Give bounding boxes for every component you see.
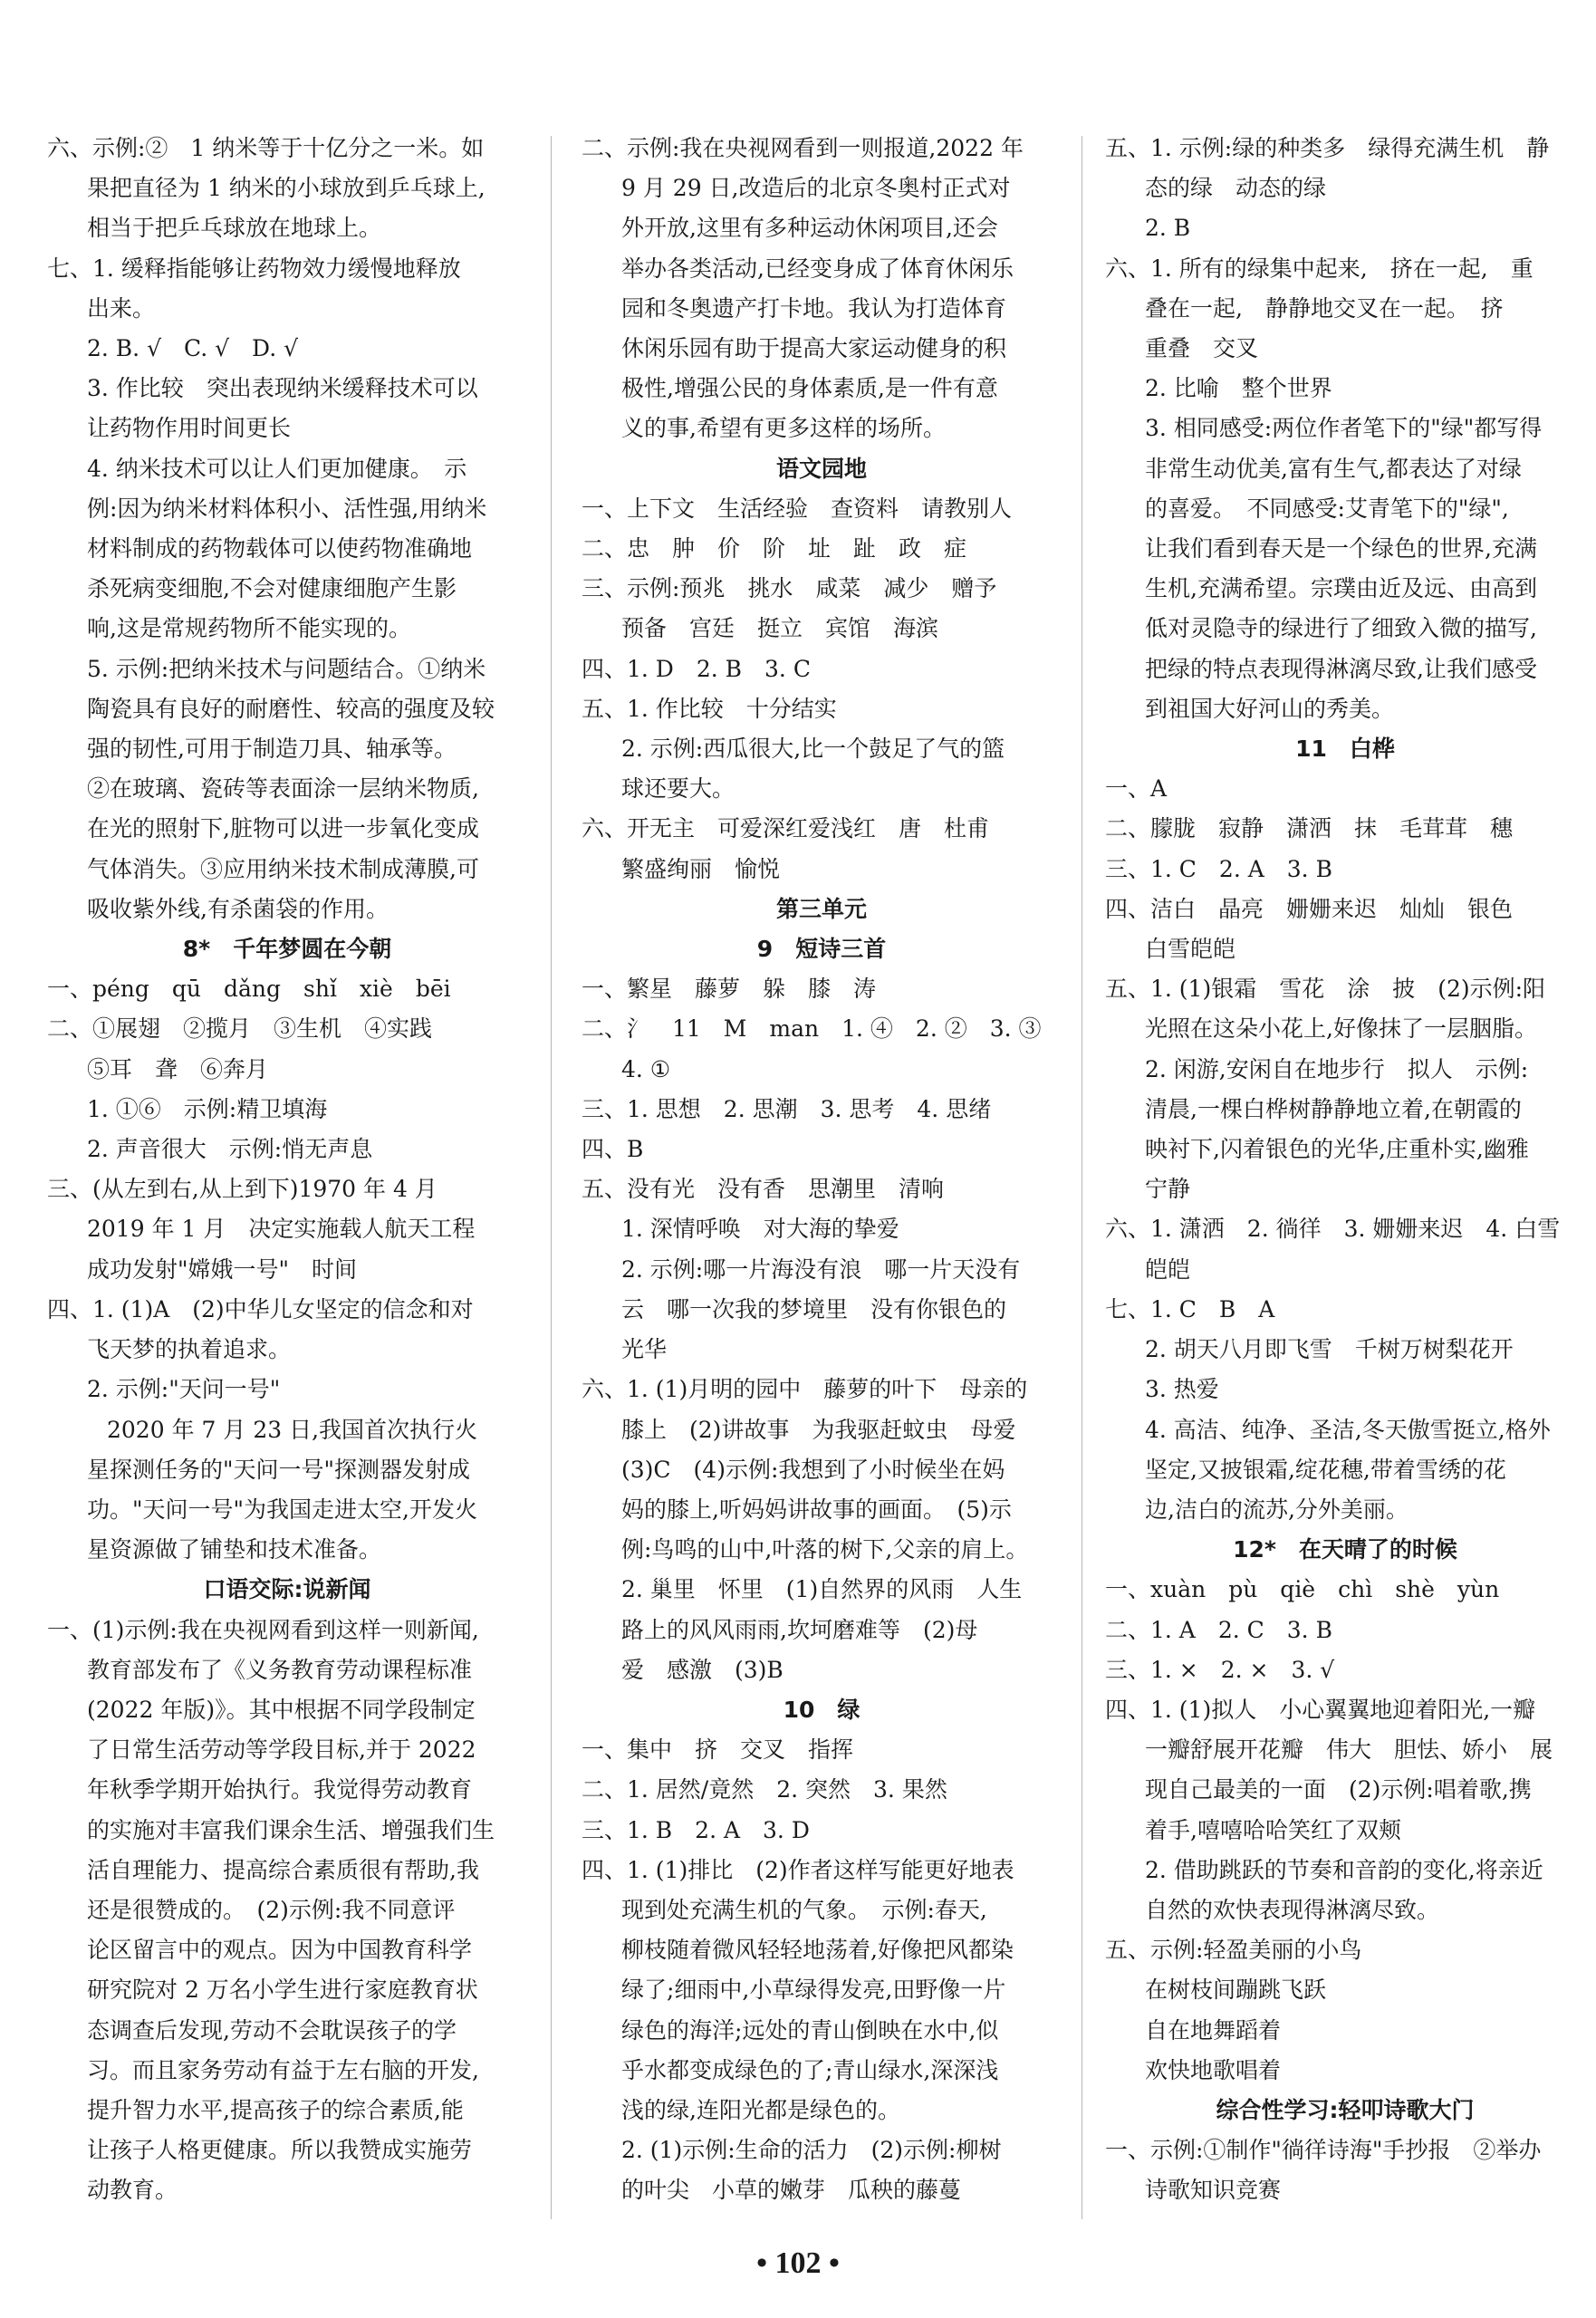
answer-line: 欢快地歌唱着 — [1145, 2056, 1282, 2083]
answer-line: 五、1. 示例:绿的种类多 绿得充满生机 静 — [1105, 135, 1550, 161]
answer-line: 五、1. 作比较 十分结实 — [582, 695, 837, 722]
answer-line: 自在地舞蹈着 — [1145, 2016, 1282, 2044]
answer-line: 2. 示例:"天问一号" — [87, 1376, 281, 1403]
section-heading: 9 短诗三首 — [756, 936, 887, 963]
answer-line: 的实施对丰富我们课余生活、增强我们生 — [87, 1816, 495, 1843]
answer-line: 白雪皑皑 — [1145, 936, 1236, 963]
answer-line: 3. 相同感受:两位作者笔下的"绿"都写得 — [1145, 415, 1543, 442]
answer-line: 六、示例:② 1 纳米等于十亿分之一米。如 — [47, 135, 485, 161]
answer-line: 外开放,这里有多种运动休闲项目,还会 — [621, 215, 998, 242]
answer-line: 材料制成的药物载体可以使药物准确地 — [87, 535, 473, 563]
answer-line: 休闲乐园有助于提高大家运动健身的积 — [621, 335, 1007, 362]
answer-line: 极性,增强公民的身体素质,是一件有意 — [621, 375, 998, 402]
answer-line: 态调查后发现,劳动不会耽误孩子的学 — [87, 2016, 457, 2044]
answer-line: 出来。 — [87, 294, 156, 322]
answer-line: 着手,嘻嘻哈哈笑红了双颊 — [1145, 1816, 1401, 1843]
answer-line: 一、xuàn pù qiè chì shè yùn — [1105, 1576, 1500, 1603]
answer-line: 1. 深情呼唤 对大海的挚爱 — [621, 1216, 899, 1243]
answer-line: 年秋季学期开始执行。我觉得劳动教育 — [87, 1776, 473, 1803]
answer-line: 爱 感激 (3)B — [621, 1656, 784, 1683]
answer-line: 响,这是常规药物所不能实现的。 — [87, 615, 411, 642]
answer-line: 星资源做了铺垫和技术准备。 — [87, 1536, 382, 1563]
answer-line: 二、1. A 2. C 3. B — [1105, 1616, 1332, 1643]
answer-line: 在树枝间蹦跳飞跃 — [1145, 1977, 1327, 2004]
answer-line: 光照在这朵小花上,好像抹了一层胭脂。 — [1145, 1015, 1537, 1043]
answer-line: (3)C (4)示例:我想到了小时候坐在妈 — [621, 1456, 1005, 1483]
answer-line: 路上的风风雨雨,坎坷磨难等 (2)母 — [621, 1616, 978, 1643]
answer-line: 2. 示例:哪一片海没有浪 哪一片天没有 — [621, 1255, 1021, 1283]
answer-line: 七、1. 缓释指能够让药物效力缓慢地释放 — [47, 255, 461, 282]
answer-line: 飞天梦的执着追求。 — [87, 1336, 292, 1363]
answer-line: 三、1. 思想 2. 思潮 3. 思考 4. 思绪 — [582, 1095, 992, 1122]
answer-line: 星探测任务的"天问一号"探测器发射成 — [87, 1456, 470, 1483]
answer-line: 六、1. 潇洒 2. 徜徉 3. 姗姗来迟 4. 白雪 — [1105, 1216, 1561, 1243]
page-number: • 102 • — [756, 2246, 840, 2280]
answer-line: 园和冬奥遗产打卡地。我认为打造体育 — [621, 294, 1007, 322]
answer-line: 一、péng qū dǎng shǐ xiè bēi — [47, 976, 451, 1003]
answer-line: 二、朦胧 寂静 潇洒 抹 毛茸茸 穗 — [1105, 815, 1514, 842]
answer-line: 5. 示例:把纳米技术与问题结合。①纳米 — [87, 655, 486, 682]
answer-line: 四、B — [582, 1136, 644, 1163]
section-heading: 语文园地 — [775, 455, 867, 482]
answer-line: 重叠 交叉 — [1145, 335, 1259, 362]
answer-line: 的叶尖 小草的嫩芽 瓜秧的藤蔓 — [621, 2177, 962, 2204]
answer-line: 绿色的海洋;远处的青山倒映在水中,似 — [621, 2016, 999, 2044]
answer-line: 三、1. C 2. A 3. B — [1105, 855, 1332, 882]
answer-line: 例:鸟鸣的山中,叶落的树下,父亲的肩上。 — [621, 1536, 1029, 1563]
answer-line: 光华 — [621, 1336, 668, 1363]
answer-line: 2019 年 1 月 决定实施载人航天工程 — [87, 1216, 476, 1243]
answer-line: 三、1. B 2. A 3. D — [582, 1816, 810, 1843]
answer-line: 叠在一起, 静静地交叉在一起。 挤 — [1145, 294, 1504, 322]
answer-line: 诗歌知识竞赛 — [1145, 2177, 1282, 2204]
answer-line: 宁静 — [1145, 1176, 1191, 1203]
answer-column-1 — [47, 129, 527, 2211]
answer-line: 义的事,希望有更多这样的场所。 — [621, 415, 946, 442]
answer-line: 果把直径为 1 纳米的小球放到乒乓球上, — [87, 175, 486, 202]
answer-line: 3. 热爱 — [1145, 1376, 1219, 1403]
answer-line: 五、示例:轻盈美丽的小鸟 — [1105, 1937, 1362, 1964]
answer-line: 2. 借助跳跃的节奏和音韵的变化,将亲近 — [1145, 1856, 1543, 1883]
answer-line: 提升智力水平,提高孩子的综合素质,能 — [87, 2096, 464, 2123]
answer-line: 教育部发布了《义务教育劳动课程标准 — [87, 1656, 473, 1683]
answer-line: 研究院对 2 万名小学生进行家庭教育状 — [87, 1977, 478, 2004]
answer-line: 二、1. 居然/竟然 2. 突然 3. 果然 — [582, 1776, 947, 1803]
section-heading: 口语交际:说新闻 — [203, 1576, 371, 1603]
section-heading: 11 白桦 — [1295, 736, 1395, 763]
answer-line: 杀死病变细胞,不会对健康细胞产生影 — [87, 575, 457, 602]
section-heading: 10 绿 — [783, 1696, 860, 1723]
answer-line: 妈的膝上,听妈妈讲故事的画面。 (5)示 — [621, 1496, 1012, 1523]
answer-line: (2022 年版)》。其中根据不同学段制定 — [87, 1696, 476, 1723]
answer-line: 功。"天问一号"为我国走进太空,开发火 — [87, 1496, 477, 1523]
answer-line: 的喜爱。 不同感受:艾青笔下的"绿", — [1145, 495, 1509, 522]
answer-line: 2. 闲游,安闲自在地步行 拟人 示例: — [1145, 1055, 1529, 1082]
answer-line: 皑皑 — [1145, 1255, 1191, 1283]
answer-line: 2. 声音很大 示例:悄无声息 — [87, 1136, 373, 1163]
answer-line: 习。而且家务劳动有益于左右脑的开发, — [87, 2056, 479, 2083]
answer-line: 绿了;细雨中,小草绿得发亮,田野像一片 — [621, 1977, 1006, 2004]
answer-line: 非常生动优美,富有生气,都表达了对绿 — [1145, 455, 1522, 482]
answer-line: 一、繁星 藤萝 躲 膝 涛 — [582, 976, 877, 1003]
answer-line: 一、集中 挤 交叉 指挥 — [582, 1736, 854, 1764]
answer-line: 球还要大。 — [621, 775, 736, 803]
answer-line: 2. 巢里 怀里 (1)自然界的风雨 人生 — [621, 1576, 1023, 1603]
answer-line: 4. 纳米技术可以让人们更加健康。 示 — [87, 455, 467, 482]
answer-line: 繁盛绚丽 愉悦 — [621, 855, 781, 882]
answer-line: 强的韧性,可用于制造刀具、轴承等。 — [87, 736, 457, 763]
answer-line: 成功发射"嫦娥一号" 时间 — [87, 1255, 357, 1283]
answer-line: 二、示例:我在央视网看到一则报道,2022 年 — [582, 135, 1024, 161]
answer-line: 三、(从左到右,从上到下)1970 年 4 月 — [47, 1176, 437, 1203]
answer-line: 2. (1)示例:生命的活力 (2)示例:柳树 — [621, 2137, 1002, 2164]
answer-line: 一、示例:①制作"徜徉诗海"手抄报 ②举办 — [1105, 2137, 1542, 2164]
answer-line: ②在玻璃、瓷砖等表面涂一层纳米物质, — [87, 775, 479, 803]
answer-line: 一、上下文 生活经验 查资料 请教别人 — [582, 495, 1013, 522]
answer-line: 4. 高洁、纯净、圣洁,冬天傲雪挺立,格外 — [1145, 1416, 1551, 1443]
answer-line: 六、开无主 可爱深红爱浅红 唐 杜甫 — [582, 815, 990, 842]
answer-line: 活自理能力、提高综合素质很有帮助,我 — [87, 1856, 479, 1883]
answer-line: 吸收紫外线,有杀菌袋的作用。 — [87, 895, 389, 922]
answer-column-3 — [1105, 129, 1585, 2211]
answer-line: 3. 作比较 突出表现纳米缓释技术可以 — [87, 375, 478, 402]
answer-line: 陶瓷具有良好的耐磨性、较高的强度及较 — [87, 695, 495, 722]
answer-line: 还是很赞成的。 (2)示例:我不同意评 — [87, 1896, 456, 1923]
answer-line: 一瓣舒展开花瓣 伟大 胆怯、娇小 展 — [1145, 1736, 1553, 1764]
answer-line: 预备 宫廷 挺立 宾馆 海滨 — [621, 615, 939, 642]
answer-line: 2. B — [1145, 215, 1191, 242]
answer-line: 二、氵 11 M man 1. ④ 2. ② 3. ③ — [582, 1015, 1042, 1043]
answer-line: 在光的照射下,脏物可以进一步氧化变成 — [87, 815, 479, 842]
answer-line: 动教育。 — [87, 2177, 178, 2204]
answer-line: 五、没有光 没有香 思潮里 清响 — [582, 1176, 945, 1203]
answer-line: ⑤耳 聋 ⑥奔月 — [87, 1055, 269, 1082]
answer-column-2 — [582, 129, 1062, 2211]
answer-line: 六、1. (1)月明的园中 藤萝的叶下 母亲的 — [582, 1376, 1028, 1403]
answer-line: 二、①展翅 ②揽月 ③生机 ④实践 — [47, 1015, 433, 1043]
answer-line: 2. B. √ C. √ D. √ — [87, 335, 299, 362]
answer-line: 2. 胡天八月即飞雪 千树万树梨花开 — [1145, 1336, 1514, 1363]
answer-line: 浅的绿,连阳光都是绿色的。 — [621, 2096, 900, 2123]
answer-line: 低对灵隐寺的绿进行了细致入微的描写, — [1145, 615, 1537, 642]
answer-line: 生机,充满希望。宗璞由近及远、由高到 — [1145, 575, 1537, 602]
column-divider — [551, 136, 552, 2219]
answer-line: 2020 年 7 月 23 日,我国首次执行火 — [107, 1416, 478, 1443]
answer-line: 自然的欢快表现得淋漓尽致。 — [1145, 1896, 1440, 1923]
answer-line: 一、A — [1105, 775, 1168, 803]
answer-line: 了日常生活劳动等学段目标,并于 2022 — [87, 1736, 476, 1764]
answer-line: 9 月 29 日,改造后的北京冬奥村正式对 — [621, 175, 1011, 202]
answer-line: 四、洁白 晶亮 姗姗来迟 灿灿 银色 — [1105, 895, 1514, 922]
answer-line: 现自己最美的一面 (2)示例:唱着歌,携 — [1145, 1776, 1532, 1803]
answer-line: 六、1. 所有的绿集中起来, 挤在一起, 重 — [1105, 255, 1534, 282]
answer-line: 相当于把乒乓球放在地球上。 — [87, 215, 382, 242]
answer-line: 让药物作用时间更长 — [87, 415, 292, 442]
answer-line: 让我们看到春天是一个绿色的世界,充满 — [1145, 535, 1537, 563]
answer-line: 4. ① — [621, 1055, 671, 1082]
answer-line: 四、1. (1)排比 (2)作者这样写能更好地表 — [582, 1856, 1014, 1883]
answer-line: 映衬下,闪着银色的光华,庄重朴实,幽雅 — [1145, 1136, 1529, 1163]
section-heading: 12* 在天晴了的时候 — [1233, 1536, 1457, 1563]
answer-line: 论区留言中的观点。因为中国教育科学 — [87, 1937, 473, 1964]
answer-line: 四、1. (1)拟人 小心翼翼地迎着阳光,一瓣 — [1105, 1696, 1536, 1723]
section-heading: 第三单元 — [775, 895, 867, 922]
answer-line: 三、示例:预兆 挑水 咸菜 减少 赠予 — [582, 575, 997, 602]
answer-line: 四、1. (1)A (2)中华儿女坚定的信念和对 — [47, 1295, 474, 1323]
answer-line: 举办各类活动,已经变身成了体育休闲乐 — [621, 255, 1014, 282]
answer-line: 二、忠 肿 价 阶 址 趾 政 症 — [582, 535, 967, 563]
answer-line: 1. ①⑥ 示例:精卫填海 — [87, 1095, 328, 1122]
answer-line: 七、1. C B A — [1105, 1295, 1275, 1323]
answer-line: 清晨,一棵白桦树静静地立着,在朝霞的 — [1145, 1095, 1522, 1122]
answer-line: 2. 示例:西瓜很大,比一个鼓足了气的篮 — [621, 736, 1005, 763]
answer-line: 现到处充满生机的气象。 示例:春天, — [621, 1896, 987, 1923]
section-heading: 综合性学习:轻叩诗歌大门 — [1216, 2096, 1475, 2123]
answer-line: 2. 比喻 整个世界 — [1145, 375, 1332, 402]
answer-line: 到祖国大好河山的秀美。 — [1145, 695, 1395, 722]
answer-line: 气体消失。③应用纳米技术制成薄膜,可 — [87, 855, 479, 882]
answer-line: 四、1. D 2. B 3. C — [582, 655, 811, 682]
answer-line: 态的绿 动态的绿 — [1145, 175, 1327, 202]
answer-line: 让孩子人格更健康。所以我赞成实施劳 — [87, 2137, 473, 2164]
answer-line: 五、1. (1)银霜 雪花 涂 披 (2)示例:阳 — [1105, 976, 1546, 1003]
answer-line: 例:因为纳米材料体积小、活性强,用纳米 — [87, 495, 487, 522]
answer-line: 乎水都变成绿色的了;青山绿水,深深浅 — [621, 2056, 999, 2083]
answer-line: 边,洁白的流苏,分外美丽。 — [1145, 1496, 1409, 1523]
answer-line: 膝上 (2)讲故事 为我驱赶蚊虫 母爱 — [621, 1416, 1016, 1443]
answer-line: 柳枝随着微风轻轻地荡着,好像把风都染 — [621, 1937, 1014, 1964]
section-heading: 8* 千年梦圆在今朝 — [182, 936, 392, 963]
answer-line: 三、1. × 2. × 3. √ — [1105, 1656, 1335, 1683]
answer-line: 一、(1)示例:我在央视网看到这样一则新闻, — [47, 1616, 479, 1643]
answer-line: 把绿的特点表现得淋漓尽致,让我们感受 — [1145, 655, 1537, 682]
answer-line: 坚定,又披银霜,绽花穗,带着雪绣的花 — [1145, 1456, 1506, 1483]
answer-line: 云 哪一次我的梦境里 没有你银色的 — [621, 1295, 1007, 1323]
